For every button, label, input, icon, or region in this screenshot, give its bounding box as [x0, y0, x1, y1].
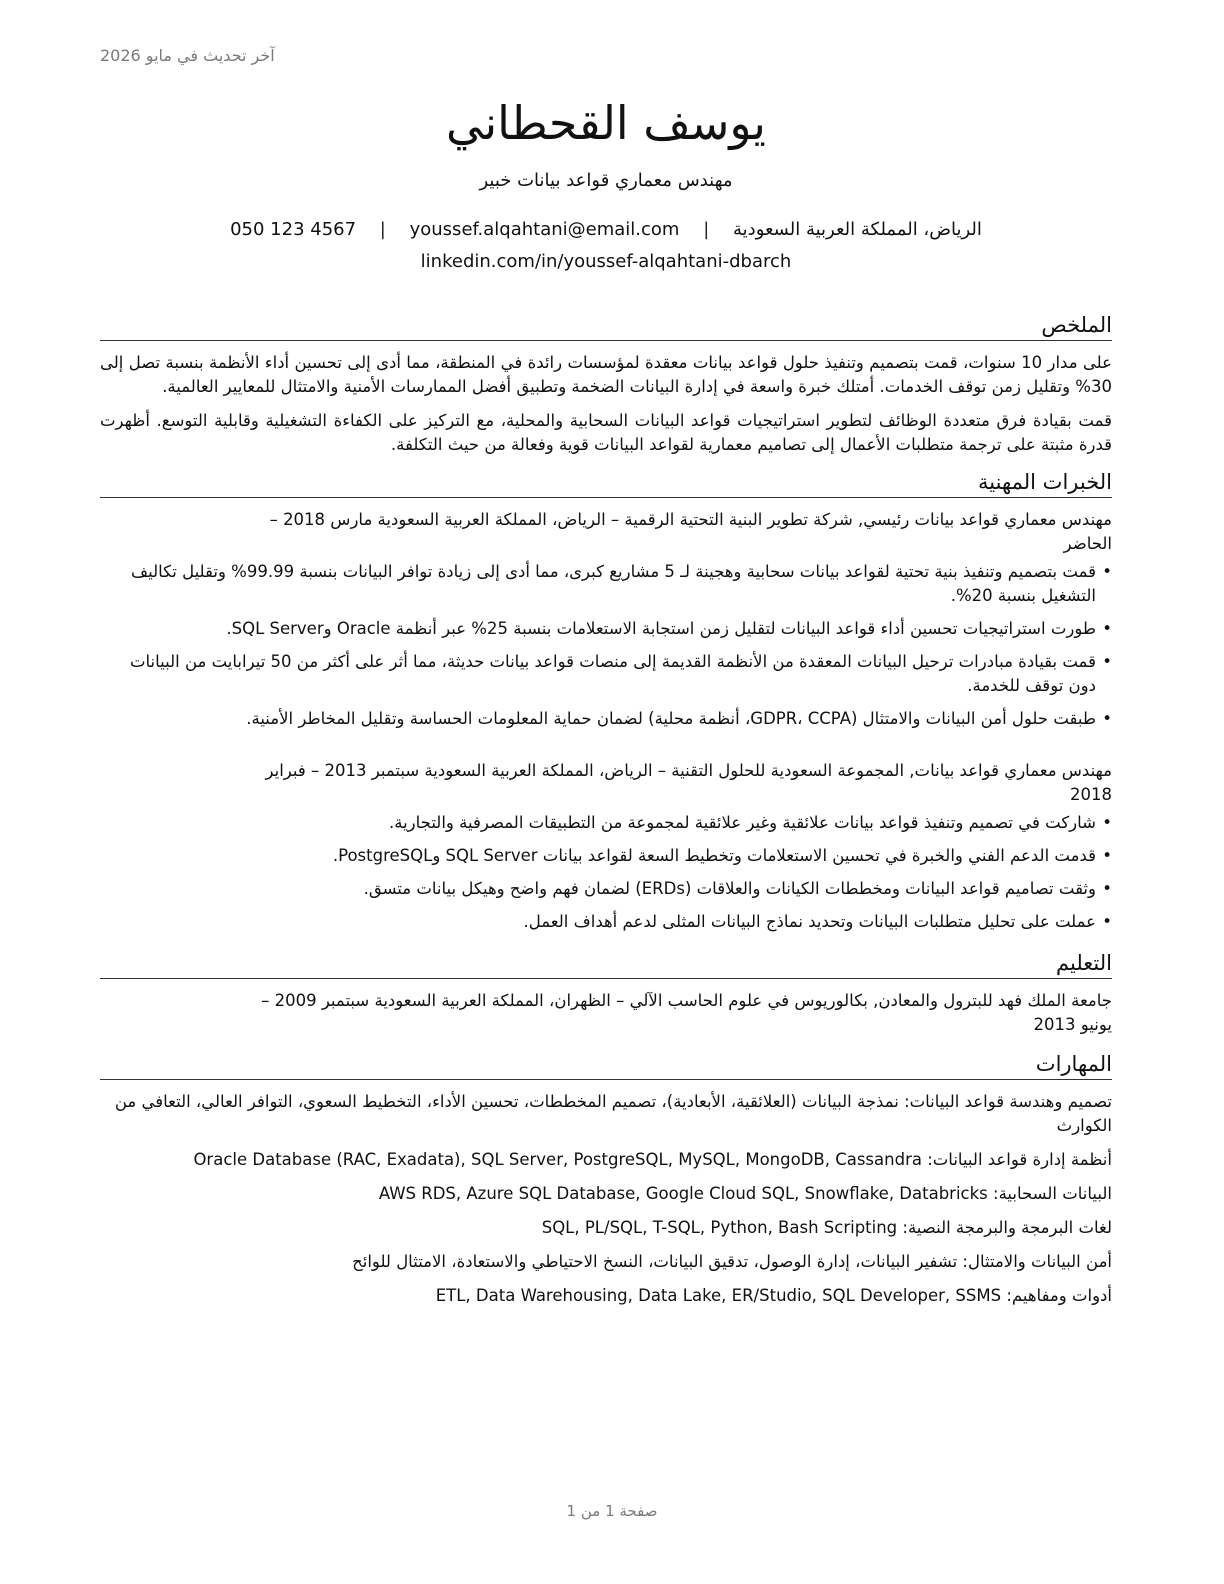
experience-section: [100, 467, 1112, 934]
skill-line: لغات البرمجة والبرمجة النصية: SQL, PL/SQL, T-SQL, Python, Bash Scripting: [541, 1218, 1112, 1237]
job-bullets: [100, 560, 1112, 731]
skill-line: أنظمة إدارة قواعد البيانات: Oracle Database (RAC, Exadata), SQL Server, PostgreSQL, MySQL, MongoDB, Cassandra: [193, 1150, 1112, 1169]
skill-line: البيانات السحابية: AWS RDS, Azure SQL Database, Google Cloud SQL, Snowflake, Databricks: [378, 1184, 1112, 1203]
section-heading-experience: الخبرات المهنية: [100, 467, 1112, 498]
education-entry: جامعة الملك فهد للبترول والمعادن, بكالوريوس في علوم الحاسب الآلي – الظهران، المملكة العربية السعودية سبتمبر 2009 – يونيو 2013: [261, 991, 1112, 1034]
contact-phone: 050 123 4567: [230, 219, 357, 240]
job-entry: [100, 508, 1112, 731]
summary-section: [100, 310, 1112, 457]
job-bullet: • قدمت الدعم الفني والخبرة في تحسين الاستعلامات وتخطيط السعة لقواعد بيانات SQL Server وPostgreSQL.: [100, 844, 1100, 868]
candidate-title: مهندس معماري قواعد بيانات خبير: [479, 170, 733, 191]
job-bullets: [100, 811, 1112, 934]
last-updated-note: آخر تحديث في مايو 2026: [100, 46, 275, 65]
job-bullet: • وثقت تصاميم قواعد البيانات ومخططات الكيانات والعلاقات (ERDs) لضمان فهم واضح وهيكل بيانات متسق.: [100, 877, 1100, 901]
contact-email[interactable]: youssef.alqahtani@email.com: [409, 219, 680, 240]
skills-section: [100, 1049, 1112, 1308]
skill-line: أمن البيانات والامتثال: تشفير البيانات، إدارة الوصول، تدقيق البيانات، النسخ الاحتياطي والاستعادة، الامتثال للوائح: [352, 1252, 1112, 1271]
job-header: مهندس معماري قواعد بيانات رئيسي, شركة تطوير البنية التحتية الرقمية – الرياض، المملكة العربية السعودية مارس 2018 – الحاضر: [269, 510, 1112, 553]
candidate-name: يوسف القحطاني: [445, 96, 766, 150]
skill-line: أدوات ومفاهيم: ETL, Data Warehousing, Data Lake, ER/Studio, SQL Developer, SSMS: [435, 1286, 1112, 1305]
job-bullet: • شاركت في تصميم وتنفيذ قواعد بيانات علائقية وغير علائقية لمجموعة من التطبيقات المصرفية والتجارية.: [100, 811, 1100, 835]
section-heading-education: التعليم: [100, 948, 1112, 979]
job-entry: [100, 759, 1112, 934]
summary-paragraph: على مدار 10 سنوات، قمت بتصميم وتنفيذ حلول قواعد بيانات معقدة لمؤسسات رائدة في المنطقة، مما أدى إلى تحسين أداء الأنظمة بنسبة تصل إلى 30% وتقليل زمن توقف الخدمات. أمتلك خبرة واسعة في إدارة البيانات الضخمة وتطبيق أفضل الممارسات الأمنية والامتثال للمعايير العالمية.: [100, 353, 1112, 396]
resume-body: [100, 310, 1112, 1318]
contact-linkedin[interactable]: linkedin.com/in/youssef-alqahtani-dbarch: [420, 251, 792, 272]
job-header: مهندس معماري قواعد بيانات, المجموعة السعودية للحلول التقنية – الرياض، المملكة العربية السعودية سبتمبر 2013 – فبراير 2018: [265, 761, 1112, 804]
job-bullet: • قمت بقيادة مبادرات ترحيل البيانات المعقدة من الأنظمة القديمة إلى منصات قواعد بيانات حديثة، مما أثر على أكثر من 50 تيرابايت من البيانات دون توقف للخدمة.: [100, 650, 1100, 698]
page-number: صفحة 1 من 1: [566, 1502, 658, 1520]
contact-location: الرياض، المملكة العربية السعودية: [733, 219, 982, 240]
job-bullet: • عملت على تحليل متطلبات البيانات وتحديد نماذج البيانات المثلى لدعم أهداف العمل.: [100, 910, 1100, 934]
contact-line: [100, 216, 1112, 244]
job-bullet: • قمت بتصميم وتنفيذ بنية تحتية لقواعد بيانات سحابية وهجينة لـ 5 مشاريع كبرى، مما أدى إلى زيادة توافر البيانات بنسبة 99.99% وتقليل تكاليف التشغيل بنسبة 20%.: [100, 560, 1100, 608]
job-bullet: • طبقت حلول أمن البيانات والامتثال (GDPR، CCPA، أنظمة محلية) لضمان حماية المعلومات الحساسة وتقليل المخاطر الأمنية.: [100, 707, 1100, 731]
job-bullet: • طورت استراتيجيات تحسين أداء قواعد البيانات لتقليل زمن استجابة الاستعلامات بنسبة 25% عبر أنظمة Oracle وSQL Server.: [100, 617, 1100, 641]
skill-line: تصميم وهندسة قواعد البيانات: نمذجة البيانات (العلائقية، الأبعادية)، تصميم المخططات، تحسين الأداء، التخطيط السعوي، التوافر العالي، التعافي من الكوارث: [114, 1092, 1112, 1135]
section-heading-skills: المهارات: [100, 1049, 1112, 1080]
contact-separator: |: [703, 219, 710, 240]
resume-header: [100, 92, 1112, 276]
summary-paragraph: قمت بقيادة فرق متعددة الوظائف لتطوير استراتيجيات قواعد البيانات السحابية والمحلية، مع التركيز على الكفاءة التشغيلية وقابلية التوسع. أظهرت قدرة مثبتة على ترجمة متطلبات الأعمال إلى تصاميم معمارية لقواعد البيانات قوية وفعالة من حيث التكلفة.: [100, 411, 1112, 454]
education-section: [100, 948, 1112, 1037]
section-heading-summary: الملخص: [100, 310, 1112, 341]
contact-separator: |: [379, 219, 386, 240]
